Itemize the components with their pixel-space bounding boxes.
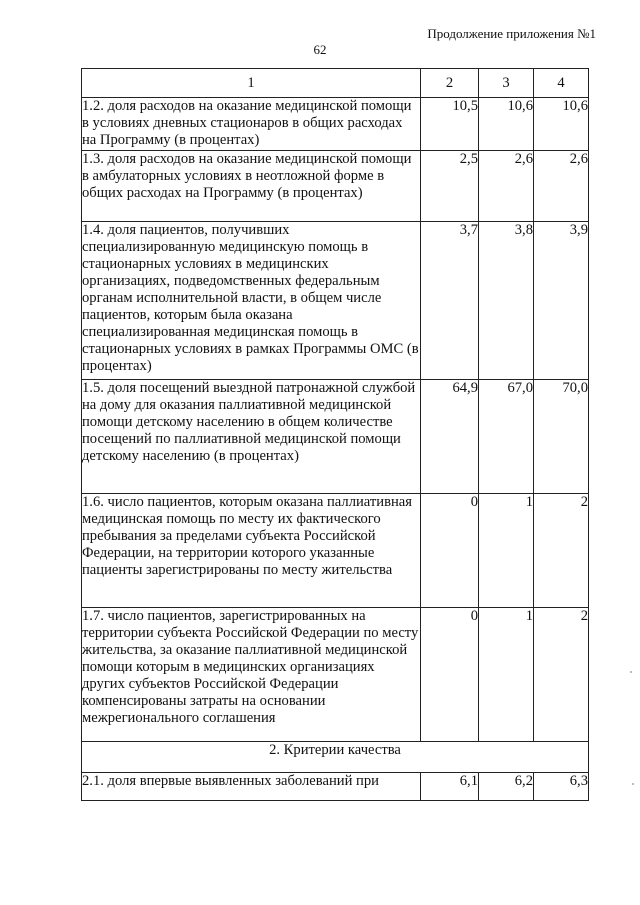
section-title: 2. Критерии качества [82, 742, 589, 773]
document-continuation-note: Продолжение приложения №1 [427, 26, 596, 41]
value-col-2: 64,9 [421, 380, 479, 494]
value-col-4: 70,0 [534, 380, 589, 494]
table-row [82, 151, 589, 222]
table-header-row [82, 69, 589, 98]
indicator-text: 1.2. доля расходов на оказание медицинской помощи в условиях дневных стационаров в общих расходах на Программу (в процентах) [82, 98, 421, 151]
value-col-4: 2 [534, 494, 589, 608]
value-col-2: 2,5 [421, 151, 479, 222]
section-header-row [82, 742, 589, 773]
column-header-1: 1 [82, 69, 421, 98]
table-row [82, 380, 589, 494]
indicator-text: 2.1. доля впервые выявленных заболеваний при [82, 773, 421, 801]
table-row [82, 773, 589, 801]
table-row [82, 98, 589, 151]
column-header-4: 4 [534, 69, 589, 98]
value-col-4: 2,6 [534, 151, 589, 222]
table-row [82, 222, 589, 380]
page-number: 62 [313, 42, 327, 57]
indicator-text: 1.4. доля пациентов, получивших специализированную медицинскую помощь в стационарных условиях в медицинских организациях, подведомственных федеральным органам исполнительной власти, в общем числе пациентов, которым была оказана специализированная медицинская помощь в стационарных условиях в рамках Программы ОМС (в процентах) [82, 222, 421, 380]
value-col-3: 1 [479, 494, 534, 608]
value-col-4: 2 [534, 608, 589, 742]
value-col-3: 1 [479, 608, 534, 742]
value-col-2: 0 [421, 494, 479, 608]
value-col-4: 6,3 [534, 773, 589, 801]
indicator-text: 1.5. доля посещений выездной патронажной службой на дому для оказания паллиативной медицинской помощи детскому населению в общем количестве посещений по паллиативной медицинской помощи детскому населению (в процентах) [82, 380, 421, 494]
value-col-3: 2,6 [479, 151, 534, 222]
value-col-3: 67,0 [479, 380, 534, 494]
value-col-2: 10,5 [421, 98, 479, 151]
value-col-4: 10,6 [534, 98, 589, 151]
value-col-2: 3,7 [421, 222, 479, 380]
indicator-text: 1.7. число пациентов, зарегистрированных на территории субъекта Российской Федерации по месту жительства, за оказание паллиативной медицинской помощи которым в медицинских организациях других субъектов Российской Федерации компенсированы затраты на основании межрегионального соглашения [82, 608, 421, 742]
indicators-table [81, 68, 589, 801]
table-row [82, 608, 589, 742]
value-col-3: 6,2 [479, 773, 534, 801]
value-col-2: 6,1 [421, 773, 479, 801]
indicator-text: 1.6. число пациентов, которым оказана паллиативная медицинская помощь по месту их фактического пребывания за пределами субъекта Российской Федерации, на территории которого указанные пациенты зарегистрированы по месту жительства [82, 494, 421, 608]
value-col-3: 3,8 [479, 222, 534, 380]
column-header-2: 2 [421, 69, 479, 98]
value-col-3: 10,6 [479, 98, 534, 151]
indicator-text: 1.3. доля расходов на оказание медицинской помощи в амбулаторных условиях в неотложной форме в общих расходах на Программу (в процентах) [82, 151, 421, 222]
value-col-2: 0 [421, 608, 479, 742]
column-header-3: 3 [479, 69, 534, 98]
scan-speck [630, 671, 632, 673]
value-col-4: 3,9 [534, 222, 589, 380]
table-row [82, 494, 589, 608]
scan-speck [632, 783, 634, 785]
